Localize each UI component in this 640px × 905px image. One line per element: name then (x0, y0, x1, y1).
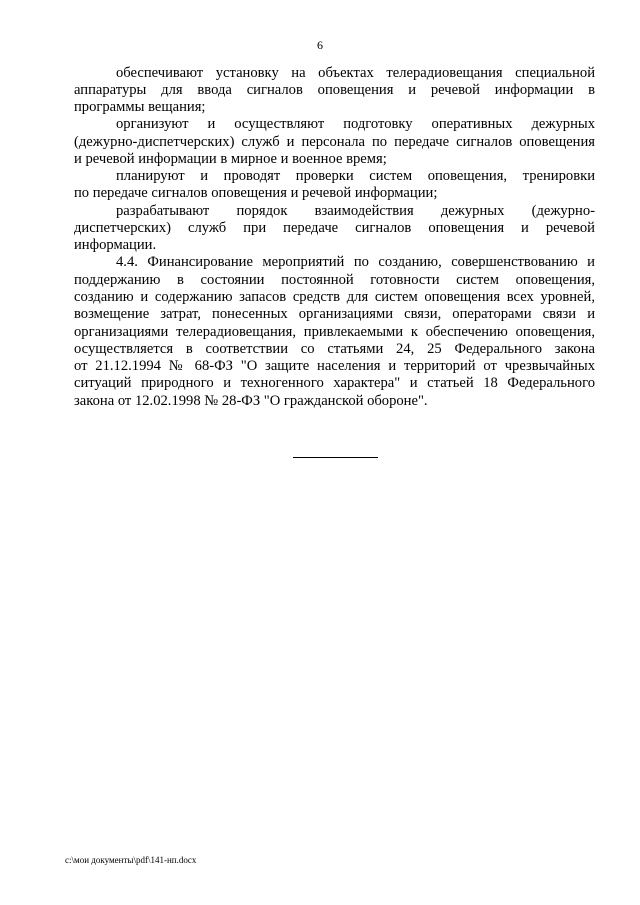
footer-file-path: c:\мои документы\pdf\141-нп.docx (65, 855, 197, 865)
body-line: по передаче сигналов оповещения и речевой информации; (74, 185, 438, 201)
page-number: 6 (317, 38, 323, 52)
body-line: разрабатывают порядок взаимодействия дежурных (дежурно- (116, 203, 595, 219)
body-line: 4.4. Финансирование мероприятий по созданию, совершенствованию и (116, 254, 595, 270)
body-line: обеспечивают установку на объектах телерадиовещания специальной (116, 65, 595, 81)
body-line: поддержанию в состоянии постоянной готовности систем оповещения, (74, 272, 595, 288)
body-line: закона от 12.02.1998 № 28-ФЗ "О гражданской обороне". (74, 393, 428, 409)
body-line: и речевой информации в мирное и военное время; (74, 151, 387, 167)
body-line: (дежурно-диспетчерских) служб и персонала по передаче сигналов оповещения (74, 134, 595, 150)
body-line: ситуаций природного и техногенного характера" и статьей 18 Федерального (74, 375, 595, 391)
body-line: организациями телерадиовещания, привлекаемыми к обеспечению оповещения, (74, 324, 595, 340)
body-line: возмещение затрат, понесенных организациями связи, операторами связи и (74, 306, 595, 322)
end-separator-line (293, 457, 378, 458)
body-line: организуют и осуществляют подготовку оперативных дежурных (116, 116, 595, 132)
body-line: планируют и проводят проверки систем оповещения, тренировки (116, 168, 595, 184)
body-line: диспетчерских) служб при передаче сигналов оповещения и речевой (74, 220, 595, 236)
body-line: от 21.12.1994 № 68-ФЗ "О защите населения и территорий от чрезвычайных (74, 358, 595, 374)
body-line: информации. (74, 237, 157, 253)
body-line: аппаратуры для ввода сигналов оповещения и речевой информации в (74, 82, 595, 98)
body-line: программы вещания; (74, 99, 206, 115)
body-line: осуществляется в соответствии со статьями 24, 25 Федерального закона (74, 341, 595, 357)
body-line: созданию и содержанию запасов средств для систем оповещения всех уровней, (74, 289, 595, 305)
